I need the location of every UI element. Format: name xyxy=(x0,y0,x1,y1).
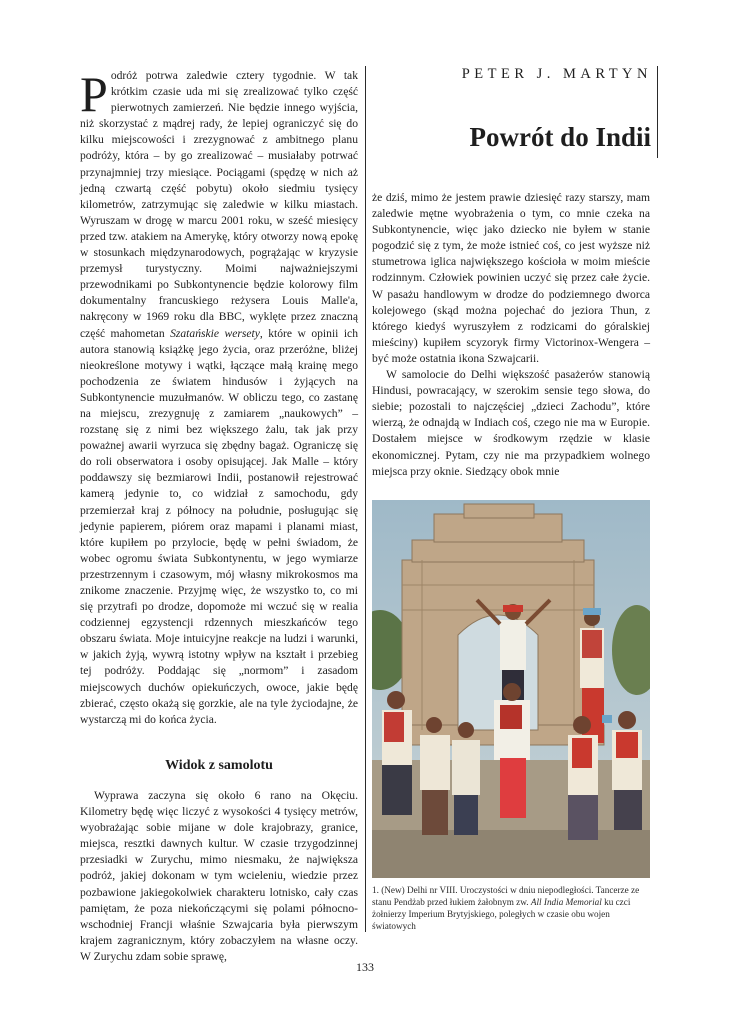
drop-cap: P xyxy=(80,66,108,122)
title-rule xyxy=(657,66,658,158)
right-column xyxy=(372,190,650,480)
section-paragraph: Wyprawa zaczyna się około 6 rano na Okęciu. Kilometry będę więc liczyć z wysokości 4 tysięcy metrów, wyobrażając sobie mijane w dole krajobrazy, granice, miejsca, resztki dawnych kultur. W czasie trzygodzinnej przesiadki w Zurychu, mimo niesmaku, że największa podróż, jakiej dokonam w tym wcieleniu, wiedzie przez pozbawione jakiegokolwiek charakteru lotnisko, cały czas pamiętam, że poza niekończącymi się polami północno-wschodniej Francji właśnie Szwajcaria była pierwszym krajem zagranicznym, który zobaczyłem na własne oczy. W Zurychu zdam sobie sprawę, xyxy=(80,788,358,963)
right-paragraph-2: W samolocie do Delhi większość pasażerów stanowią Hindusi, powracający, w szerokim sensie tego słowa, do siebie; pozostali to najczęściej „dzieci Zachodu”, które wierzą, że odnajdą w Indiach coś, czego nie ma w Europie. Dostałem miejsce w środkowym rzędzie w klasie ekonomicznej. Pytam, czy nie ma przypadkiem wolnego miejsca przy oknie. Siedzący obok mnie xyxy=(372,368,650,478)
author-name: PETER J. MARTYN xyxy=(461,66,652,82)
photo-caption: 1. (New) Delhi nr VIII. Uroczystości w dniu niepodległości. Tancerze ze stanu Pendżab przed łukiem żałobnym zw. All India Memorial ku czci żołnierzy Imperium Brytyjskiego, poległych w czasie obu wojen światowych xyxy=(372,885,640,931)
left-column xyxy=(80,68,358,965)
intro-paragraph: Podróż potrwa zaledwie cztery tygodnie. W tak krótkim czasie uda mi się zrealizować tylko część pierwotnych zamierzeń. Nie będzie innego wyjścia, niż skorzystać z mądrej rady, że lepiej ograniczyć się do kilku miejscowości i zrezygnować z ambitnego planu podróży, która – by go zrealizować – musiałaby potrwać przynajmniej trzy miesiące. Pociągami (spędzę w nich aż jedną czwartą część pobytu) około siedmiu tysięcy kilometrów, zatrzymując się zaledwie w kilku miastach. Wyruszam w drogę w marcu 2001 roku, w sześć miesięcy przed tzw. atakiem na Amerykę, który otworzy nową epokę w stosunkach międzynarodowych, pogrążając w kryzysie przemysł turystyczny. Moimi najważniejszymi przewodnikami po Subkontynencie będzie kolorowy film dokumentalny francuskiego reżysera Louis Malle'a, nakręcony w 1969 roku dla BBC, wyklęte przez znaczną część mahometan Szatańskie wersety, które w opinii ich autora stanowią książkę jego życia, oraz przeróżne, bliżej nieokreślone motywy i wątki, łączące małą krainę mego pochodzenia ze światem hindusów i żyjących na Subkontynencie muzułmanów. W obliczu tego, co zastanę na miejscu, zrezygnuję z zamiarem „naukowych” – rozstanę się z nimi bez większego żalu, tak jak przy poważnej awarii wyrzuca się zbędny bagaż. Ograniczę się do roli obserwatora i osoby opisującej. Jak Malle – który poddawszy się bezmiarowi Indii, postanowił rejestrować kamerą jedynie to, co widział z samochodu, gdy przemierzał kraj z północy na południe, posługując się jedynie papierem, piórem oraz mapami i planami miast, które kupiłem po przylocie, będę w pełni świadom, że wobec ogromu świata Subkontynentu, w jego wymiarze przestrzennym i czasowym, mój własny mikrokosmos ma znikome znaczenie. Przyjmę więc, że wszystko to, co mi się przytrafi po drodze, dopomoże mi wczuć się w realia codziennej egzystencji rdzennych mieszkańców tego obszaru świata. Moje intuicyjne reakcje na ludzi i warunki, w jakich żyją, wywrą istotny wpływ na kształt i przebieg tej podróży. Poddając się „normom” i zasadom miejscowych duchów opiekuńczych, owoce, jakie będę zbierać, często okażą się gorzkie, ale na tyle życiodajne, że wystarczą mi do końca życia. xyxy=(80,66,358,726)
article-title: Powrót do Indii xyxy=(469,122,651,152)
india-gate-photo xyxy=(372,500,650,878)
page-number: 133 xyxy=(356,960,374,974)
right-paragraph-1: że dziś, mimo że jestem prawie dziesięć razy starszy, mam zaledwie mętne wyobrażenia o tym, co mnie czeka na Subkontynencie, więc jako dziecko nie byłem w stanie pogodzić się z tym, że może istnieć coś, co jest wyższe niż stumetrowa iglica największego kościoła w moim mieście rodzinnym. Człowiek powinien uczyć się przez całe życie. W pasażu handlowym w drodze do podziemnego dworca kolejowego (skąd można pojechać do jeziora Thun, z którego kiedyś wyruszyłem z rodzicami do góralskiej mieściny) kupiłem scyzoryk firmy Victorinox-Wengera – być może ostatnia ikona Szwajcarii. xyxy=(372,191,650,365)
section-heading: Widok z samolotu xyxy=(165,757,273,773)
column-divider xyxy=(365,66,366,932)
